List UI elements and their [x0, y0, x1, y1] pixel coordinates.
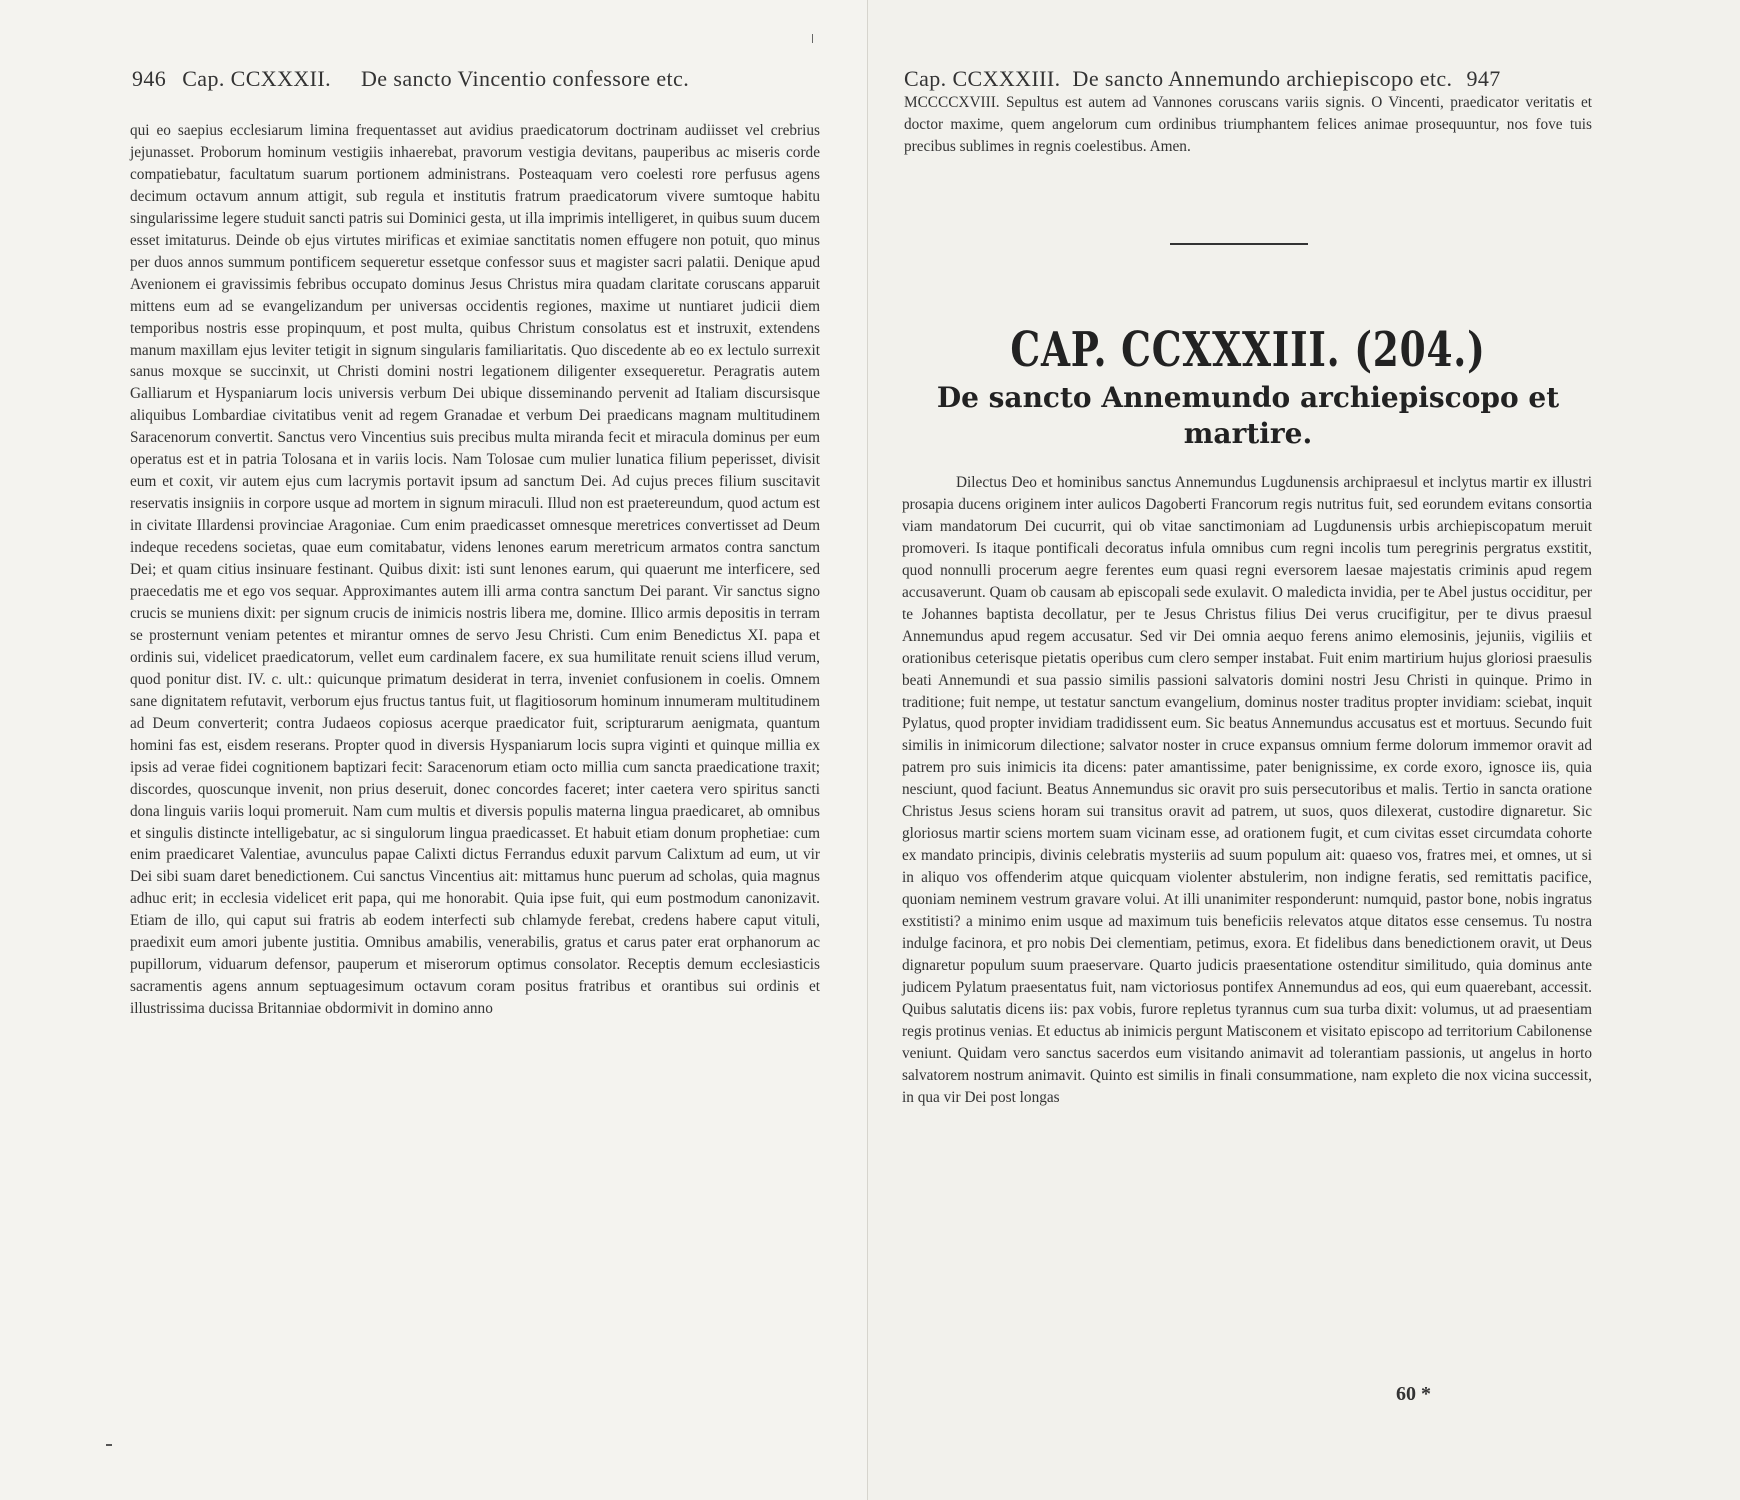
signature-mark: 60 * [1396, 1383, 1431, 1405]
left-page [0, 0, 868, 1500]
body-text-left: qui eo saepius ecclesiarum limina frequentasset aut avidius praedicatorum doctrinam audiisset vel crebrius jejunasset. Proborum hominum vestigiis inhaerebat, pravorum vestigia devitans, pauperibus ac miseris corde compatiebatur, facultatum suarum portionem administrans. Posteaquam vero coelesti rore perfusus agens decimum octavum annum attigit, sub regula et institutis fratrum praedicatorum vivere sumtoque habitu singularissime legere studuit sancti patris sui Dominici gesta, ut illa imprimis intelligeret, in quibus suum ducem esset imitaturus. Deinde ob ejus virtutes mirificas et eximiae sanctitatis nomen effugere non potuit, quo minus per duos annos summum pontificem sequeretur essetque confessor suus et magister sacri palatii. Denique apud Avenionem ei gravissimis febribus occupato dominus Jesus Christus mira quadam claritate coruscans apparuit mittens eum ad se evangelizandum per universas occidentis regiones, maxime ut nuntiaret judicii diem temporibus nostris esse propinquum, et post multa, quibus Christum consolatus est et instruxit, extendens manum maxillam ejus leviter tetigit in signum singularis familiaritatis. Quo discedente ab eo ex lectulo surrexit sanus moxque se succinxit, ut Christi domini nostri legationem diligenter exsequeretur. Peragratis autem Galliarum et Hyspaniarum locis universis verbum Dei ubique disseminando pervenit ad Italiam discursisque aliquibus Lombardiae civitatibus venit ad regem Granadae et verbum Dei praedicans magnam multitudinem Saracenorum convertit. Sanctus vero Vincentius suis precibus multa miranda fecit et miracula dominus per eum operatus est et in patria Tolosana et in variis locis. Nam Tolosae cum mulier lunatica filium peperisset, divisit eum et coxit, vir autem ejus cum lacrymis portavit ipsum ad sanctum Dei. Ad cujus preces filium suscitavit reservatis insigniis in corpore usque ad mortem in signum miraculi. Illud non est praetereundum, quod actum est in civitate Illardensi provinciae Aragoniae. Cum enim praedicasset omnesque meretrices convertisset ad Deum indeque recedens societas, quae eum comitabatur, videns lenones earum meretricum armatos contra sanctum Dei; et quam citius insinuare festinant. Quibus dixit: isti sunt lenones earum, qui quaerunt me interficere, sed praecedatis me et ego vos sequar. Approximantes autem illi arma contra sanctum Dei parant. Vir sanctus signo crucis se muniens dixit: per signum crucis de inimicis nostris libera me, domine. Illico armis depositis in terram se prosternunt veniam petentes et mirantur omnes de servo Jesu Christi. Cum enim Benedictus XI. papa et ordinis sui, videlicet praedicatorum, vellet eum cardinalem facere, ex sua humilitate renuit sciens illud verum, quod ponitur dist. IV. c. ult.: quicunque primatum desiderat in terra, inveniet confusionem in coelis. Omnem sane dignitatem refutavit, verborum ejus fructus tantus fuit, ut flagitiosorum hominum innumeram multitudinem ad Deum converterit; contra Judaeos copiosus acerque praedicator fuit, scripturarum aenigmata, quantum homini fas est, eisdem reserans. Propter quod in diversis Hyspaniarum locis supra viginti et quinque millia ex ipsis ad verae fidei cognitionem baptizari fecit: Saracenorum etiam octo millia cum sancta praedicatione traxit; discordes, quoscunque invenit, non prius deseruit, donec concordes faceret; inter caetera vero spiritus sancti dona linguis variis loqui promeruit. Nam cum multis et diversis populis materna lingua praedicaret, ab omnibus et singulis distincte intelligebatur, ac si singulorum lingua praedicasset. Et habuit etiam donum prophetiae: cum enim praedicaret Valentiae, avunculus papae Calixti dictus Ferrandus eduxit parvum Calixtum ad eum, ut vir Dei sibi suam daret benedictionem. Cui sanctus Vincentius ait: mittamus hunc puerum ad scholas, quia magnus adhuc erit; in ecclesia videlicet erit papa, qui me honorabit. Quia ipse fuit, qui eum postmodum canonizavit. Etiam de illo, qui caput sui fratris ab eodem interfecti sub chlamyde ferebat, credens habere caput vituli, praedixit eum amori jubente justitia. Omnibus amabilis, venerabilis, gratus et carus pater erat orphanorum ac pupillorum, viduarum defensor, pauperum et miserorum optimus consolator. Receptis demum ecclesiasticis sacramentis agens annum septuagesimum octavum coram positus fratribus et orantibus sui ordinis et illustrissima ducissa Britanniae obdormivit in domino anno [130, 122, 820, 1018]
right-page [868, 0, 1740, 1500]
section-divider [1170, 243, 1308, 245]
chapter-heading: CAP. CCXXXIII. (204.) [1010, 322, 1486, 378]
running-title: De sancto Annemundo archiepiscopo etc. [1072, 66, 1453, 91]
chapter-reference: Cap. CCXXXII. [182, 66, 332, 91]
scan-speck [812, 34, 813, 43]
running-head-left [132, 66, 689, 92]
page-number: 947 [1466, 66, 1501, 91]
running-title: De sancto Vincentio confessore etc. [361, 66, 690, 91]
running-head-right [904, 66, 1501, 92]
page-number: 946 [132, 66, 167, 91]
chapter-title: De sancto Annemundo archiepiscopo et martire. [936, 381, 1560, 450]
closing-paragraph: MCCCCXVIII. Sepultus est autem ad Vannones coruscans variis signis. O Vincenti, praedicator veritatis et doctor maxime, quem angelorum cum ordinibus triumphantem felices animae prosequuntur, nos fove tuis precibus sublimes in regnis coelestibus. Amen. [904, 94, 1592, 155]
chapter-reference: Cap. CCXXXIII. [904, 66, 1061, 91]
body-text-right: Dilectus Deo et hominibus sanctus Annemundus Lugdunensis archipraesul et inclytus martir ex illustri prosapia ducens originem inter aulicos Dagoberti Francorum regis nutritus fuit, sed eorundem evitans consortia viam mandatorum Dei cucurrit, qui ob vitae sanctimoniam ad Lugdunensis urbis archiepiscopatum meruit promoveri. Is itaque pontificali decoratus infula omnibus cum regni incolis tum peregrinis pergratus exstitit, quod nonnulli procerum aegre ferentes eum quasi regni eversorem laesae majestatis criminis apud regem accusaverunt. Quam ob causam ab episcopali sede exulavit. O maledicta invidia, per te Abel justus occiditur, per te Johannes baptista decollatur, per te Jesus Christus filius Dei verus crucifigitur, per te divus praesul Annemundus apud regem accusatur. Sed vir Dei omnia aequo ferens animo elemosinis, jejuniis, vigiliis et orationibus ceterisque pietatis operibus cum clero semper instabat. Fuit enim martirium hujus gloriosi praesulis beati Annemundi et sua passio similis passioni salvatoris domini nostri Jesu Christi in quinque. Primo in traditione; fuit nempe, ut testatur sanctum evangelium, dominus noster traditus propter invidiam: sciebat, inquit Pylatus, quod propter invidiam tradidissent eum. Sic beatus Annemundus accusatus est et mortuus. Secundo fuit similis in inimicorum dilectione; salvator noster in cruce expansus omnium ferme dolorum immemor oravit ad patrem pro suis inimicis ita dicens: pater amantissime, pater benignissime, ex corde exoro, ignosce iis, quia nesciunt, quod faciunt. Beatus Annemundus sic oravit pro suis persecutoribus et malis. Tertio in sancta oratione Christus Jesus sciens horam sui transitus oravit ad patrem, ut suos, quos dilexerat, custodire dignaretur. Sic gloriosus martir sciens mortem suam vicinam esse, ad orationem fugit, et cum civitas esset circumdata cohorte ex mandato principis, divinis celebratis mysteriis ad suum populum ait: quaeso vos, fratres mei, et omnes, ut si in aliquo vos offenderim atque quicquam violenter abstulerim, non indigne feratis, sed remittatis pacifice, quoniam neminem vestrum gravare volui. At illi unanimiter responderunt: numquid, pastor bone, nobis ingratus exstitisti? a minimo enim usque ad maximum tuis beneficiis relevatos atque ditatos esse censemus. Tu nostra indulge facinora, et pro nobis Dei clementiam, petimus, exora. Et fidelibus dans benedictionem oravit, ut Deus dignaretur populum suum praeservare. Quarto judicis praesentatione ostenditur similitudo, quia dominus ante judicem Pylatum praesentatus fuit, nam victoriosus pontifex Annemundus ad eos, qui eum quaerebant, accessit. Quibus salutatis dicens iis: pax vobis, furore repletus tyrannus cum sua turba dixit: volumus, ut ad praesentiam regis protinus venias. Et eductus ab inimicis pergunt Matisconem et visitato episcopo ad territorium Cabilonense veniunt. Quidam vero sanctus sacerdos eum visitando animavit ad tolerantiam passionis, ut angelus in horto salvatorem nostrum animavit. Quinto est similis in finali consummatione, nam expleto die nox vicina successit, in qua vir Dei post longas [902, 474, 1592, 1106]
scan-speck [106, 1444, 112, 1446]
